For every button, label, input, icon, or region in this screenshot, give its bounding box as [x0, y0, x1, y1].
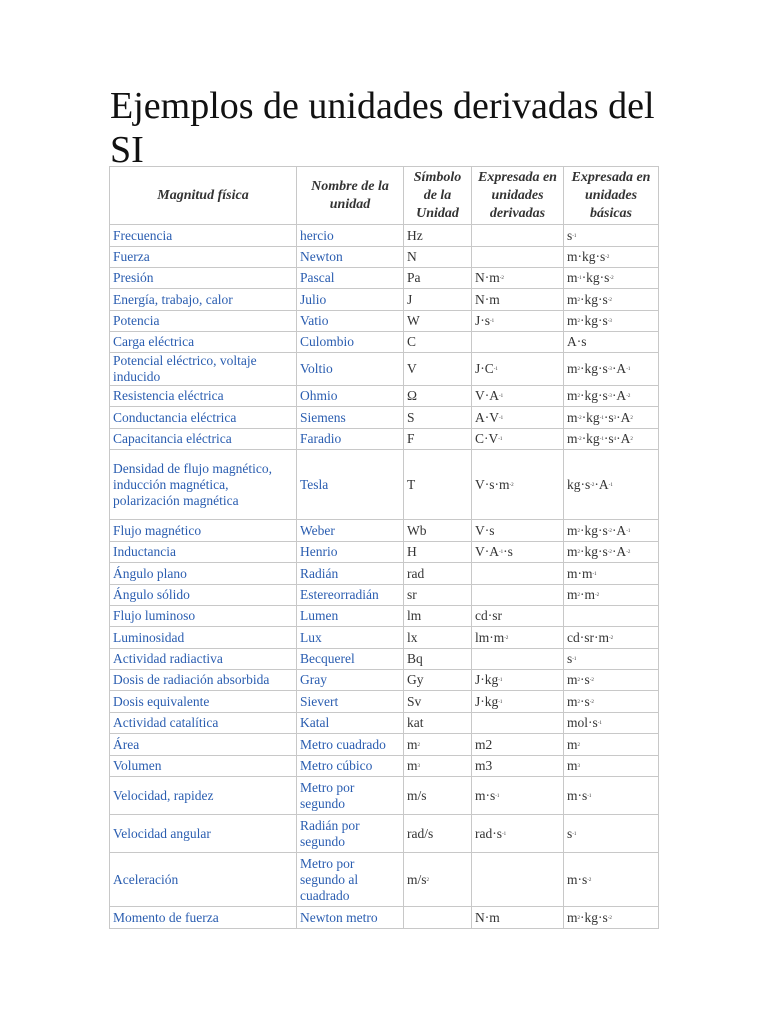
basic-units-cell: $m^{-2}\cdot kg^{-1}\cdot s^3\cdot A^2$ — [564, 407, 659, 429]
derived-units-cell: $N\cdot m^{-2}$ — [472, 268, 564, 289]
header-derived-units: Expresada en unidades derivadas — [472, 167, 564, 225]
unit-name-cell: Faradio — [297, 429, 404, 450]
quantity-cell: Flujo magnético — [110, 520, 297, 542]
derived-units-cell: N·m — [472, 289, 564, 311]
symbol-cell: sr — [404, 585, 472, 606]
unit-name-cell: Metro por segundo — [297, 777, 404, 815]
derived-units-cell: $C\cdot V^{-1}$ — [472, 429, 564, 450]
unit-name-cell: Gray — [297, 670, 404, 691]
basic-units-cell: $mol\cdot s^{-1}$ — [564, 713, 659, 734]
table-row — [110, 450, 659, 520]
quantity-cell: Capacitancia eléctrica — [110, 429, 297, 450]
derived-units-cell: $V\cdot A^{-1}$ — [472, 386, 564, 407]
quantity-cell: Actividad radiactiva — [110, 649, 297, 670]
unit-name-cell: Metro por segundo al cuadrado — [297, 853, 404, 907]
quantity-cell: Flujo luminoso — [110, 606, 297, 627]
basic-units-cell: $m^2\cdot s^{-2}$ — [564, 691, 659, 713]
derived-units-cell: $V\cdot s\cdot m^{-2}$ — [472, 450, 564, 520]
table-body — [110, 225, 659, 929]
symbol-cell: N — [404, 247, 472, 268]
table-row — [110, 713, 659, 734]
symbol-cell: m/s — [404, 777, 472, 815]
quantity-cell: Energía, trabajo, calor — [110, 289, 297, 311]
derived-units-cell: N·m — [472, 907, 564, 929]
table-row — [110, 777, 659, 815]
unit-name-cell: Newton — [297, 247, 404, 268]
table-row — [110, 542, 659, 563]
basic-units-cell: $m\cdot m^{-1}$ — [564, 563, 659, 585]
derived-units-cell: $lm\cdot m^{-2}$ — [472, 627, 564, 649]
symbol-cell: Sv — [404, 691, 472, 713]
table-row — [110, 311, 659, 332]
symbol-cell: $m^2$ — [404, 734, 472, 756]
basic-units-cell: $s^{-1}$ — [564, 815, 659, 853]
basic-units-cell: $m^2\cdot s^{-2}$ — [564, 670, 659, 691]
unit-name-cell: hercio — [297, 225, 404, 247]
basic-units-cell: $m^2\cdot m^{-2}$ — [564, 585, 659, 606]
symbol-cell: Wb — [404, 520, 472, 542]
symbol-cell: Gy — [404, 670, 472, 691]
unit-name-cell: Sievert — [297, 691, 404, 713]
table-row — [110, 386, 659, 407]
quantity-cell: Dosis de radiación absorbida — [110, 670, 297, 691]
symbol-cell — [404, 907, 472, 929]
symbol-cell: H — [404, 542, 472, 563]
quantity-cell: Velocidad angular — [110, 815, 297, 853]
quantity-cell: Carga eléctrica — [110, 332, 297, 353]
unit-name-cell: Estereorradián — [297, 585, 404, 606]
derived-units-cell: $J\cdot kg^{-1}$ — [472, 691, 564, 713]
derived-units-cell: cd·sr — [472, 606, 564, 627]
table-row — [110, 289, 659, 311]
unit-name-cell: Lux — [297, 627, 404, 649]
derived-units-cell: $V\cdot A^{-1}\cdot s$ — [472, 542, 564, 563]
table-row — [110, 563, 659, 585]
unit-name-cell: Metro cuadrado — [297, 734, 404, 756]
quantity-cell: Velocidad, rapidez — [110, 777, 297, 815]
table-row — [110, 734, 659, 756]
table-row — [110, 853, 659, 907]
table-row — [110, 670, 659, 691]
basic-units-cell: $m^3$ — [564, 756, 659, 777]
quantity-cell: Dosis equivalente — [110, 691, 297, 713]
basic-units-cell: $m^2\cdot kg\cdot s^{-3}\cdot A^{-2}$ — [564, 386, 659, 407]
derived-units-cell: $J\cdot C^{-1}$ — [472, 353, 564, 386]
quantity-cell: Área — [110, 734, 297, 756]
derived-units-cell — [472, 225, 564, 247]
derived-units-cell — [472, 649, 564, 670]
symbol-cell: rad — [404, 563, 472, 585]
derived-units-cell: $J\cdot s^{-1}$ — [472, 311, 564, 332]
derived-units-cell: $A\cdot V^{-1}$ — [472, 407, 564, 429]
quantity-cell: Densidad de flujo magnético, inducción magnética, polarización magnética — [110, 450, 297, 520]
quantity-cell: Potencial eléctrico, voltaje inducido — [110, 353, 297, 386]
quantity-cell: Potencia — [110, 311, 297, 332]
unit-name-cell: Vatio — [297, 311, 404, 332]
table-row — [110, 520, 659, 542]
symbol-cell: Pa — [404, 268, 472, 289]
basic-units-cell: $m^2\cdot kg\cdot s^{-2}\cdot A^{-1}$ — [564, 520, 659, 542]
unit-name-cell: Radián — [297, 563, 404, 585]
unit-name-cell: Metro cúbico — [297, 756, 404, 777]
unit-name-cell: Becquerel — [297, 649, 404, 670]
symbol-cell: C — [404, 332, 472, 353]
derived-units-cell — [472, 247, 564, 268]
derived-units-cell: $J\cdot kg^{-1}$ — [472, 670, 564, 691]
symbol-cell: lm — [404, 606, 472, 627]
symbol-cell: J — [404, 289, 472, 311]
table-row — [110, 606, 659, 627]
derived-units-cell: m2 — [472, 734, 564, 756]
table-row — [110, 649, 659, 670]
basic-units-cell: $m^2\cdot kg\cdot s^{-2}$ — [564, 289, 659, 311]
basic-units-cell: $m\cdot s^{-2}$ — [564, 853, 659, 907]
basic-units-cell: $s^{-1}$ — [564, 225, 659, 247]
derived-units-cell — [472, 332, 564, 353]
table-header-row — [110, 167, 659, 225]
table-row — [110, 353, 659, 386]
table-row — [110, 627, 659, 649]
unit-name-cell: Voltio — [297, 353, 404, 386]
unit-name-cell: Tesla — [297, 450, 404, 520]
unit-name-cell: Lumen — [297, 606, 404, 627]
basic-units-cell: $m^2\cdot kg\cdot s^{-2}$ — [564, 907, 659, 929]
basic-units-cell: $cd\cdot sr\cdot m^{-2}$ — [564, 627, 659, 649]
symbol-cell: S — [404, 407, 472, 429]
quantity-cell: Luminosidad — [110, 627, 297, 649]
quantity-cell: Volumen — [110, 756, 297, 777]
symbol-cell: lx — [404, 627, 472, 649]
table-row — [110, 907, 659, 929]
unit-name-cell: Julio — [297, 289, 404, 311]
unit-name-cell: Ohmio — [297, 386, 404, 407]
table-row — [110, 225, 659, 247]
table-row — [110, 332, 659, 353]
quantity-cell: Frecuencia — [110, 225, 297, 247]
symbol-cell: T — [404, 450, 472, 520]
unit-name-cell: Weber — [297, 520, 404, 542]
derived-units-cell — [472, 585, 564, 606]
basic-units-cell: $m^2\cdot kg\cdot s^{-3}\cdot A^{-1}$ — [564, 353, 659, 386]
quantity-cell: Conductancia eléctrica — [110, 407, 297, 429]
symbol-cell: Ω — [404, 386, 472, 407]
quantity-cell: Fuerza — [110, 247, 297, 268]
basic-units-cell: $s^{-1}$ — [564, 649, 659, 670]
symbol-cell: W — [404, 311, 472, 332]
basic-units-cell — [564, 606, 659, 627]
derived-units-cell: $rad\cdot s^{-1}$ — [472, 815, 564, 853]
symbol-cell: V — [404, 353, 472, 386]
basic-units-cell: $m\cdot s^{-1}$ — [564, 777, 659, 815]
basic-units-cell: $m\cdot kg\cdot s^{-2}$ — [564, 247, 659, 268]
table-row — [110, 407, 659, 429]
basic-units-cell: A·s — [564, 332, 659, 353]
symbol-cell: F — [404, 429, 472, 450]
unit-name-cell: Newton metro — [297, 907, 404, 929]
quantity-cell: Actividad catalítica — [110, 713, 297, 734]
derived-units-cell — [472, 713, 564, 734]
derived-units-cell: $m\cdot s^{-1}$ — [472, 777, 564, 815]
unit-name-cell: Siemens — [297, 407, 404, 429]
unit-name-cell: Pascal — [297, 268, 404, 289]
symbol-cell: $m^3$ — [404, 756, 472, 777]
derived-units-cell — [472, 563, 564, 585]
basic-units-cell: $kg\cdot s^{-2}\cdot A^{-1}$ — [564, 450, 659, 520]
unit-name-cell: Radián por segundo — [297, 815, 404, 853]
quantity-cell: Resistencia eléctrica — [110, 386, 297, 407]
header-symbol: Símbolo de la Unidad — [404, 167, 472, 225]
symbol-cell: rad/s — [404, 815, 472, 853]
basic-units-cell: $m^2$ — [564, 734, 659, 756]
table-row — [110, 429, 659, 450]
quantity-cell: Momento de fuerza — [110, 907, 297, 929]
basic-units-cell: $m^{-2}\cdot kg^{-1}\cdot s^4\cdot A^2$ — [564, 429, 659, 450]
quantity-cell: Aceleración — [110, 853, 297, 907]
derived-units-cell: m3 — [472, 756, 564, 777]
symbol-cell: $m/s^2$ — [404, 853, 472, 907]
quantity-cell: Ángulo sólido — [110, 585, 297, 606]
table-row — [110, 247, 659, 268]
unit-name-cell: Henrio — [297, 542, 404, 563]
page-title: Ejemplos de unidades derivadas del SI — [110, 85, 655, 171]
table-row — [110, 756, 659, 777]
table-row — [110, 691, 659, 713]
quantity-cell: Ángulo plano — [110, 563, 297, 585]
header-quantity: Magnitud física — [110, 167, 297, 225]
quantity-cell: Inductancia — [110, 542, 297, 563]
header-unit-name: Nombre de la unidad — [297, 167, 404, 225]
derived-units-cell: V·s — [472, 520, 564, 542]
basic-units-cell: $m^2\cdot kg\cdot s^{-2}\cdot A^{-2}$ — [564, 542, 659, 563]
basic-units-cell: $m^{-1}\cdot kg\cdot s^{-2}$ — [564, 268, 659, 289]
header-basic-units: Expresada en unidades básicas — [564, 167, 659, 225]
basic-units-cell: $m^2\cdot kg\cdot s^{-3}$ — [564, 311, 659, 332]
table-row — [110, 585, 659, 606]
si-units-table — [109, 166, 659, 929]
symbol-cell: kat — [404, 713, 472, 734]
table-row — [110, 815, 659, 853]
quantity-cell: Presión — [110, 268, 297, 289]
symbol-cell: Bq — [404, 649, 472, 670]
unit-name-cell: Culombio — [297, 332, 404, 353]
table-row — [110, 268, 659, 289]
symbol-cell: Hz — [404, 225, 472, 247]
derived-units-cell — [472, 853, 564, 907]
unit-name-cell: Katal — [297, 713, 404, 734]
